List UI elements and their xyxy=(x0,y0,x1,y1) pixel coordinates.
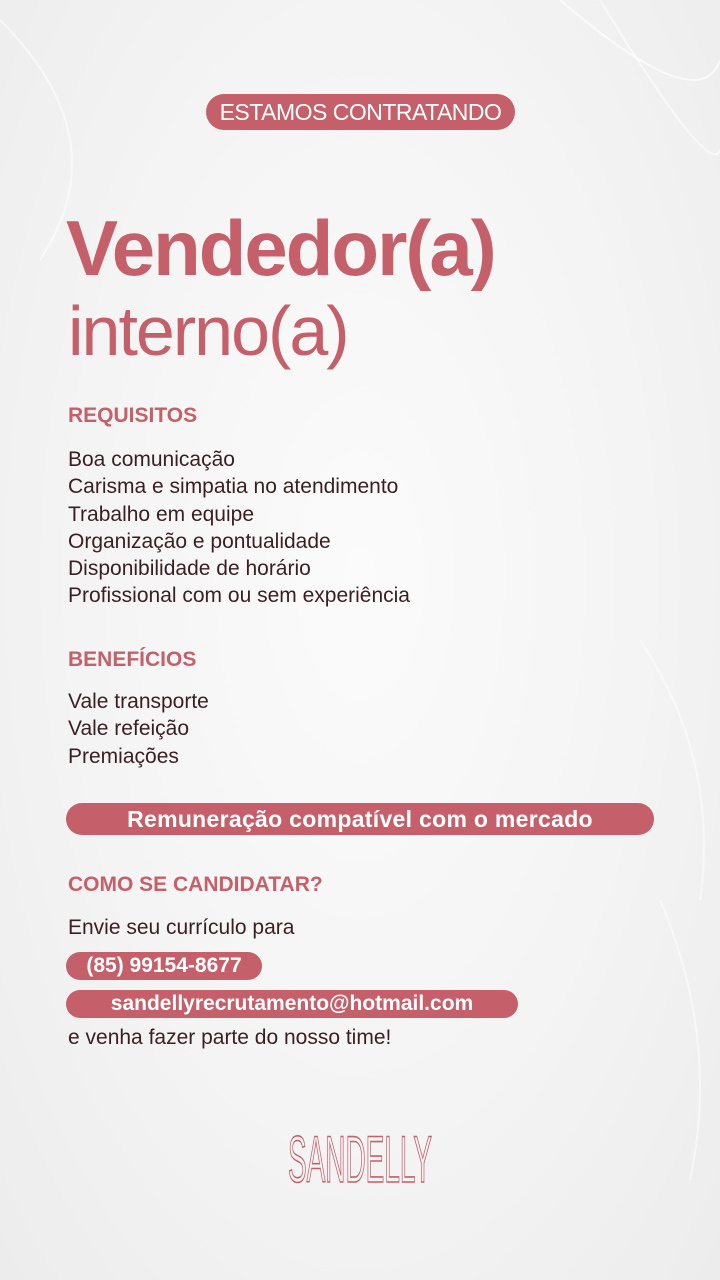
hiring-badge: ESTAMOS CONTRATANDO xyxy=(206,94,515,130)
list-item: Disponibilidade de horário xyxy=(68,557,311,581)
benefits-heading: BENEFÍCIOS xyxy=(68,648,197,671)
logo-text: SANDELLY xyxy=(288,1122,432,1196)
apply-intro: Envie seu currículo para xyxy=(68,916,295,939)
job-subtitle: interno(a) xyxy=(68,292,348,370)
list-item: Organização e pontualidade xyxy=(68,529,331,553)
list-item: Boa comunicação xyxy=(68,448,235,471)
list-item: Premiações xyxy=(68,744,179,768)
email-link[interactable]: sandellyrecrutamento@hotmail.com xyxy=(66,990,518,1018)
list-item: Profissional com ou sem experiência xyxy=(68,584,410,608)
requirements-heading: REQUISITOS xyxy=(68,404,198,427)
apply-heading: COMO SE CANDIDATAR? xyxy=(68,873,323,896)
phone-link[interactable]: (85) 99154-8677 xyxy=(66,952,262,980)
benefits-list xyxy=(68,688,209,770)
apply-closing: e venha fazer parte do nosso time! xyxy=(68,1026,392,1049)
list-item: Trabalho em equipe xyxy=(68,502,255,526)
job-title: Vendedor(a) xyxy=(66,204,495,292)
list-item: Vale transporte xyxy=(68,690,209,713)
list-item: Carisma e simpatia no atendimento xyxy=(68,475,399,499)
requirements-list xyxy=(68,446,410,610)
list-item: Vale refeição xyxy=(68,717,190,741)
sandelly-logo xyxy=(270,1120,450,1196)
salary-badge: Remuneração compatível com o mercado xyxy=(66,803,654,835)
